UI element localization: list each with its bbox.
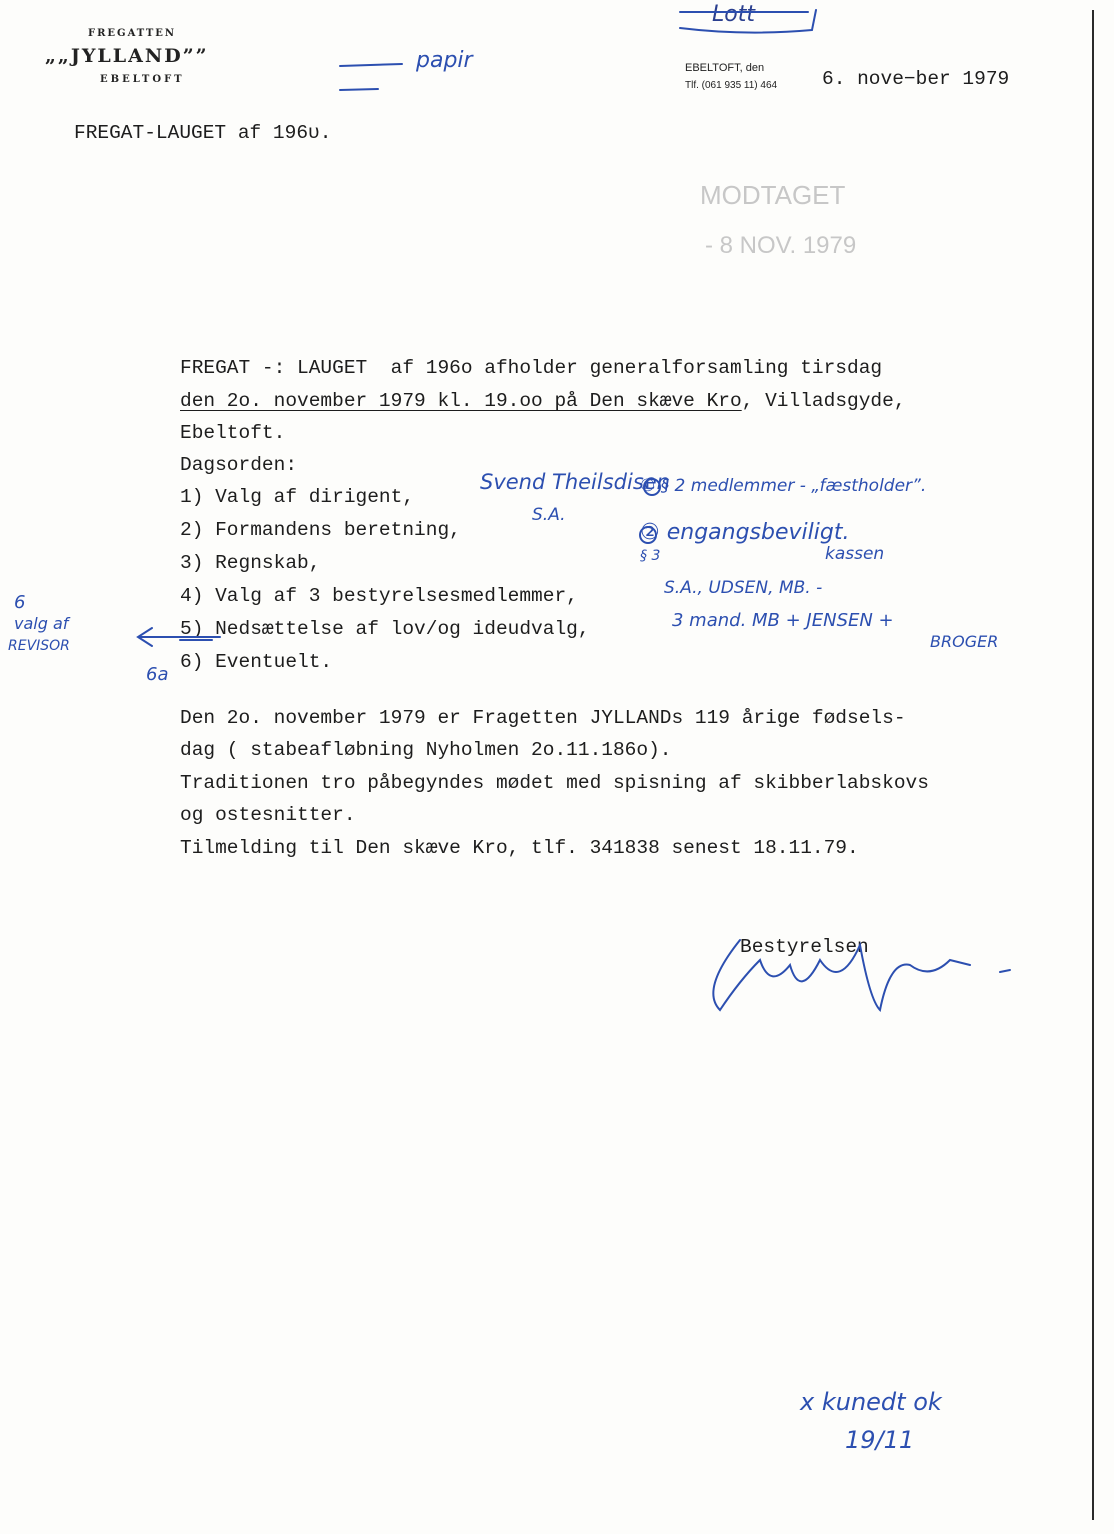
hw-header-note: papir bbox=[416, 48, 473, 73]
meeting-details: den 2o. november 1979 kl. 19.oo på Den skæve Kro bbox=[180, 390, 742, 412]
body-line1: FREGAT -: LAUGET af 196o afholder generalforsamling tirsdag bbox=[180, 357, 883, 379]
para-line1: Den 2o. november 1979 er Fragetten JYLLANDs 119 årige fødsels- bbox=[180, 707, 906, 729]
letterhead-name: „„JYLLAND”” bbox=[45, 45, 209, 67]
hw-note1b: S.A. bbox=[532, 505, 566, 525]
hw-note2: ② engangsbeviligt. bbox=[640, 520, 850, 545]
received-stamp-line2: - 8 NOV. 1979 bbox=[705, 232, 857, 259]
para-line3: Traditionen tro påbegyndes mødet med spisning af skibberlabskovs bbox=[180, 772, 929, 794]
agenda-heading: Dagsorden: bbox=[180, 454, 298, 476]
addressee: FREGAT-LAUGET af 196υ. bbox=[74, 122, 332, 144]
agenda-item-6: 6) Eventuelt. bbox=[180, 651, 333, 673]
hw-note1c: ① § 2 medlemmer - „fæstholder”. bbox=[640, 476, 927, 496]
hw-note3b: kassen bbox=[825, 544, 885, 564]
hw-note5: 3 mand. MB + JENSEN + bbox=[672, 610, 894, 631]
para-line4: og ostesnitter. bbox=[180, 804, 356, 826]
agenda-item-4: 4) Valg af 3 bestyrelsesmedlemmer, bbox=[180, 585, 578, 607]
hw-left-margin-2: valg af bbox=[14, 614, 69, 633]
hw-note3a: § 3 bbox=[640, 548, 661, 564]
letterhead-line3: EBELTOFT bbox=[100, 74, 185, 85]
closing: Bestyrelsen bbox=[740, 936, 869, 958]
place-phone: Tlf. (061 935 11) 464 bbox=[685, 80, 778, 91]
agenda-item-3: 3) Regnskab, bbox=[180, 552, 321, 574]
hw-note1: Svend Theilsdisen bbox=[480, 470, 670, 494]
hw-footer-1: x kunedt ok bbox=[800, 1388, 942, 1416]
para-line2: dag ( stabeafløbning Nyholmen 2o.11.186o). bbox=[180, 739, 672, 761]
para-line5: Tilmelding til Den skæve Kro, tlf. 341838 senest 18.11.79. bbox=[180, 837, 859, 859]
hw-note5b: BROGER bbox=[930, 632, 999, 651]
hw-struck-top: Lott bbox=[712, 2, 755, 27]
agenda-item-2: 2) Formandens beretning, bbox=[180, 519, 461, 541]
meeting-location-rest: , Villadsgyde, bbox=[741, 390, 906, 412]
hw-left-margin-1: 6 bbox=[14, 592, 26, 613]
hw-note4: S.A., UDSEN, MB. - bbox=[664, 578, 823, 598]
received-stamp-line1: MODTAGET bbox=[700, 180, 846, 210]
agenda-item-5: 5) Nedsættelse af lov/og ideudvalg, bbox=[180, 618, 590, 640]
agenda-item-1: 1) Valg af dirigent, bbox=[180, 486, 415, 508]
letter-date: 6. nove−ber 1979 bbox=[822, 68, 1010, 90]
place-city: EBELTOFT, den bbox=[685, 62, 765, 74]
letterhead-line1: FREGATTEN bbox=[88, 28, 177, 39]
hw-left-margin-3: REVISOR bbox=[8, 638, 70, 654]
hw-left-6a: 6a bbox=[146, 664, 169, 685]
body-line3: Ebeltoft. bbox=[180, 422, 286, 444]
hw-footer-2: 19/11 bbox=[845, 1426, 915, 1454]
